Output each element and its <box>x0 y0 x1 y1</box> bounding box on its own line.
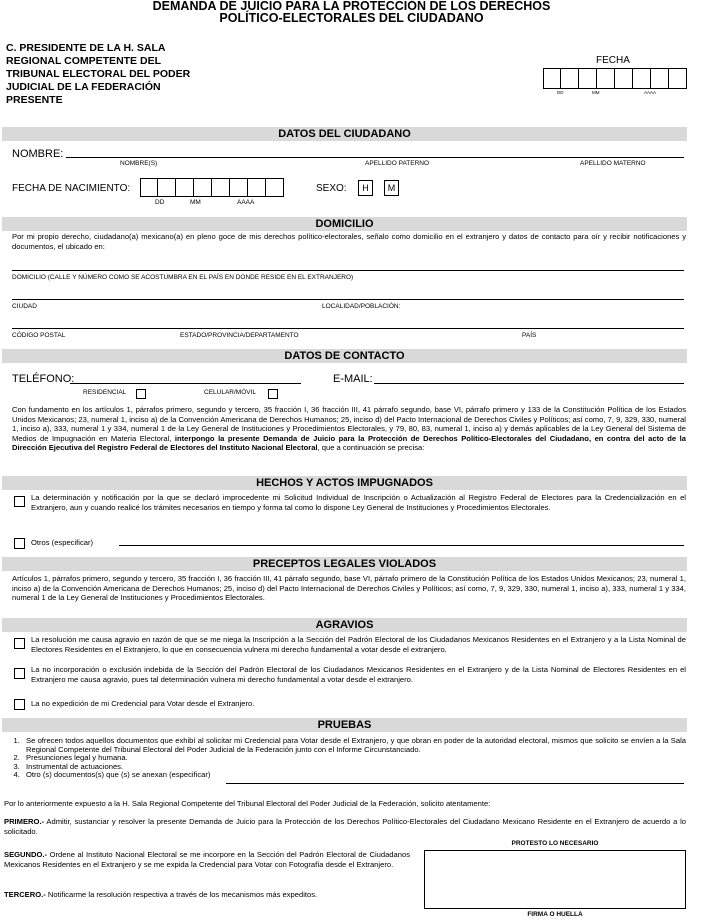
materno-sub: APELLIDO MATERNO <box>580 160 646 167</box>
nacimiento-dd: DD <box>155 199 165 206</box>
nacimiento-label: FECHA DE NACIMIENTO: <box>12 183 131 194</box>
tercero-paragraph <box>4 890 410 900</box>
fecha-label: FECHA <box>596 55 630 66</box>
fecha-cell[interactable] <box>543 68 561 89</box>
prueba-item: 2. Presunciones legal y humana. <box>22 754 686 763</box>
residencial-checkbox[interactable] <box>136 389 146 399</box>
telefono-input[interactable] <box>70 383 301 384</box>
fecha-dd: DD <box>557 90 564 95</box>
nacimiento-cell[interactable] <box>212 178 230 197</box>
fundamento-paragraph <box>12 405 686 453</box>
domicilio-calle-input[interactable] <box>12 270 684 271</box>
fecha-cell[interactable] <box>615 68 633 89</box>
telefono-label: TELÉFONO: <box>12 373 75 385</box>
ciudad-label: CIUDAD <box>12 303 37 310</box>
protesto-label: PROTESTO LO NECESARIO <box>511 840 599 847</box>
agravio2-checkbox[interactable] <box>14 668 25 679</box>
celular-checkbox[interactable] <box>268 389 278 399</box>
addressee-line5: PRESENTE <box>6 94 63 106</box>
domicilio-cp-input[interactable] <box>12 328 684 329</box>
fundamento-bold: interpongo la presente Demanda de Juicio para la Protección de Derechos Político-Electorales del Ciudadano, en contra del acto de la Dirección Ejecutiva del Registro Federal de Electores del Instituto Nacional Electoral <box>12 433 686 453</box>
agravio1-checkbox[interactable] <box>14 638 25 649</box>
fecha-aaaa: AAAA <box>644 90 657 95</box>
addressee-line4: JUDICIAL DE LA FEDERACIÓN <box>6 81 161 93</box>
fecha-input[interactable] <box>543 68 687 89</box>
fundamento-post: , que a continuación se precisa: <box>317 443 425 453</box>
section-domicilio: DOMICILIO <box>2 217 687 231</box>
tercero-label: TERCERO.- <box>4 890 46 899</box>
document-title-line1: DEMANDA DE JUICIO PARA LA PROTECCIÓN DE LOS DERECHOS <box>152 0 551 13</box>
fecha-cell[interactable] <box>597 68 615 89</box>
cp-label: CÓDIGO POSTAL <box>12 332 66 339</box>
primero-text: Admitir, sustanciar y resolver la presente Demanda de Juicio para la Protección de los Derechos Político-Electorales del Ciudadano Mexicano Residente en el Extranjero de acuerdo a lo solicitado. <box>4 817 686 836</box>
estado-label: ESTADO/PROVINCIA/DEPARTAMENTO <box>180 332 299 339</box>
nacimiento-cell[interactable] <box>140 178 158 197</box>
nombre-input[interactable] <box>66 157 684 158</box>
document-title-line2: POLÍTICO-ELECTORALES DEL CIUDADANO <box>219 11 484 25</box>
pruebas-list <box>0 737 686 780</box>
section-hechos: HECHOS Y ACTOS IMPUGNADOS <box>2 476 687 490</box>
pais-label: PAÍS <box>522 332 537 339</box>
localidad-label: LOCALIDAD/POBLACIÓN: <box>322 303 401 310</box>
closing-intro: Por lo anteriormente expuesto a la H. Sala Regional Competente del Tribunal Electoral del Poder Judicial de la Federación, solicito atentamente: <box>4 799 491 808</box>
segundo-text: Ordene al Instituto Nacional Electoral se me incorpore en la Sección del Padrón Electoral de Ciudadanos Mexicanos Residentes en el Extranjero y se me expida la Credencial para Votar con Fotografía desde el Extranjero. <box>4 850 410 869</box>
residencial-label: RESIDENCIAL <box>83 389 127 396</box>
fecha-cell[interactable] <box>561 68 579 89</box>
fecha-cell[interactable] <box>579 68 597 89</box>
prueba-item: 4. Otro (s) documentos(s) que (s) se anexan (especificar) <box>22 771 686 780</box>
email-input[interactable] <box>374 383 684 384</box>
fundamento-pre: Con fundamento en los artículos 1, párrafos primero, segundo y tercero, 35 fracción I, 36 fracción III, 41 párrafo segundo, base VI, párrafo primero y 133 de la Constitución Política de los Estados Unidos Mexicanos; 23, numeral 1, inciso a) de la Convención Americana de Derechos Humanos; 25, inciso d) del Pacto Internacional de Derechos Civiles y Políticos; así como, 7, 9, 329, 330, numeral 1, inciso a), 333, numeral 1 y 334, numeral 1 de la Ley General de Instituciones y Procedimientos Electorales, y 79, 80, 83, numeral 1, inciso a) y demás aplicables de la Ley General del Sistema de Medios de Impugnación en Materia Electoral, <box>12 405 686 443</box>
nacimiento-aaaa: AAAA <box>237 199 255 206</box>
fecha-cell[interactable] <box>669 68 687 89</box>
primero-paragraph <box>4 817 686 836</box>
section-datos-ciudadano: DATOS DEL CIUDADANO <box>2 127 687 141</box>
agravio3-text: La no expedición de mi Credencial para Votar desde el Extranjero. <box>31 699 255 708</box>
paterno-sub: APELLIDO PATERNO <box>365 160 430 167</box>
nacimiento-cell[interactable] <box>194 178 212 197</box>
nombre-label: NOMBRE: <box>12 148 64 160</box>
primero-label: PRIMERO.- <box>4 817 45 826</box>
nombre-sub: NOMBRE(S) <box>120 160 158 167</box>
pruebas-otros-input[interactable] <box>226 783 684 784</box>
addressee-line3: TRIBUNAL ELECTORAL DEL PODER <box>6 68 191 80</box>
nacimiento-cell[interactable] <box>248 178 266 197</box>
nacimiento-cell[interactable] <box>266 178 284 197</box>
segundo-label: SEGUNDO.- <box>4 850 48 859</box>
otros-input[interactable] <box>119 545 684 546</box>
firma-label: FIRMA O HUELLA <box>527 911 583 918</box>
domicilio-ciudad-input[interactable] <box>12 299 684 300</box>
nacimiento-cell[interactable] <box>158 178 176 197</box>
otros-checkbox[interactable] <box>14 538 25 549</box>
fecha-cell[interactable] <box>651 68 669 89</box>
addressee-line1: C. PRESIDENTE DE LA H. SALA <box>6 42 166 54</box>
preceptos-text: Artículos 1, párrafos primero, segundo y tercero, 35 fracción I, 36 fracción III, 41 párrafo segundo, base VI, párrafo primero de la Constitución Política de los Estados Unidos Mexicanos; 23, numeral 1, inciso a) de la Convención Americana de Derechos Humanos; 25, inciso d) del Pacto Internacional de Derechos Civiles y Políticos; así como, 7, 9, 329, 330, numeral 1, inciso a), 333, numeral 1 y 334, numeral 1 de la Ley General de Instituciones y Procedimientos Electorales. <box>12 574 686 603</box>
nacimiento-cell[interactable] <box>176 178 194 197</box>
agravio3-checkbox[interactable] <box>14 699 25 710</box>
hechos-item1-checkbox[interactable] <box>14 496 25 507</box>
hechos-item1-text: La determinación y notificación por la que se declaró improcedente mi Solicitud Individual de Inscripción o Actualización al Registro Federal de Electores para la Credencialización en el Extranjero, aun y cuando realicé los trámites necesarios en tiempo y forma tal como lo dispone Ley General de Instituciones y Procedimientos Electorales. <box>31 493 686 512</box>
section-preceptos: PRECEPTOS LEGALES VIOLADOS <box>2 557 687 571</box>
prueba-item: 3. Instrumental de actuaciones. <box>22 763 686 772</box>
firma-box[interactable] <box>424 850 686 909</box>
sexo-label: SEXO: <box>316 183 347 194</box>
segundo-paragraph <box>4 850 410 869</box>
email-label: E-MAIL: <box>333 373 373 385</box>
fecha-cell[interactable] <box>633 68 651 89</box>
celular-label: CELULAR/MÓVIL <box>204 389 257 396</box>
agravio1-text: La resolución me causa agravio en razón de que se me niega la Inscripción a la Sección del Padrón Electoral de los Ciudadanos Mexicanos Residentes en el Extranjero y a la Lista Nominal de Electores Residentes en el Extranjero, lo que en consecuencia vulnera mi derecho fundamental a votar desde el extranjero. <box>31 635 686 654</box>
section-pruebas: PRUEBAS <box>2 718 687 732</box>
domicilio-intro: Por mi propio derecho, ciudadano(a) mexicano(a) en pleno goce de mis derechos político-electorales, señalo como domicilio en el extranjero y datos de contacto para oír y recibir notificaciones y documentos, el ubicado en: <box>12 232 686 251</box>
otros-label: Otros (especificar) <box>31 538 94 547</box>
tercero-text: Notificarme la resolución respectiva a través de los mecanismos más expeditos. <box>45 890 318 899</box>
sexo-h-box[interactable]: H <box>358 180 373 196</box>
section-datos-contacto: DATOS DE CONTACTO <box>2 349 687 363</box>
nacimiento-mm: MM <box>190 199 201 206</box>
nacimiento-input[interactable] <box>140 178 284 197</box>
nacimiento-cell[interactable] <box>230 178 248 197</box>
domicilio-calle-label: DOMICILIO (CALLE Y NÚMERO COMO SE ACOSTUMBRA EN EL PAÍS EN DONDE RESIDE EN EL EXTRANJERO) <box>12 274 354 281</box>
fecha-mm: MM <box>592 90 600 95</box>
sexo-m-box[interactable]: M <box>384 180 399 196</box>
agravio2-text: La no incorporación o exclusión indebida de la Sección del Padrón Electoral de los Ciudadanos Mexicanos Residentes en el Extranjero y de la Lista Nominal de Electores Residentes en el Extranjero me causa agravio, pues tal determinación vulnera mi derecho fundamental a votar desde el extranjero. <box>31 665 686 684</box>
section-agravios: AGRAVIOS <box>2 618 687 632</box>
addressee-line2: REGIONAL COMPETENTE DEL <box>6 55 161 67</box>
prueba-item: 1. Se ofrecen todos aquellos documentos que exhibí al solicitar mi Credencial para Votar desde el Extranjero, y que obran en poder de la autoridad electoral, mismos que solicito se envíen a la Sala Regional Competente del Tribunal Electoral del Poder Judicial de la Federación junto con el Informe Circunstanciado. <box>22 737 686 754</box>
